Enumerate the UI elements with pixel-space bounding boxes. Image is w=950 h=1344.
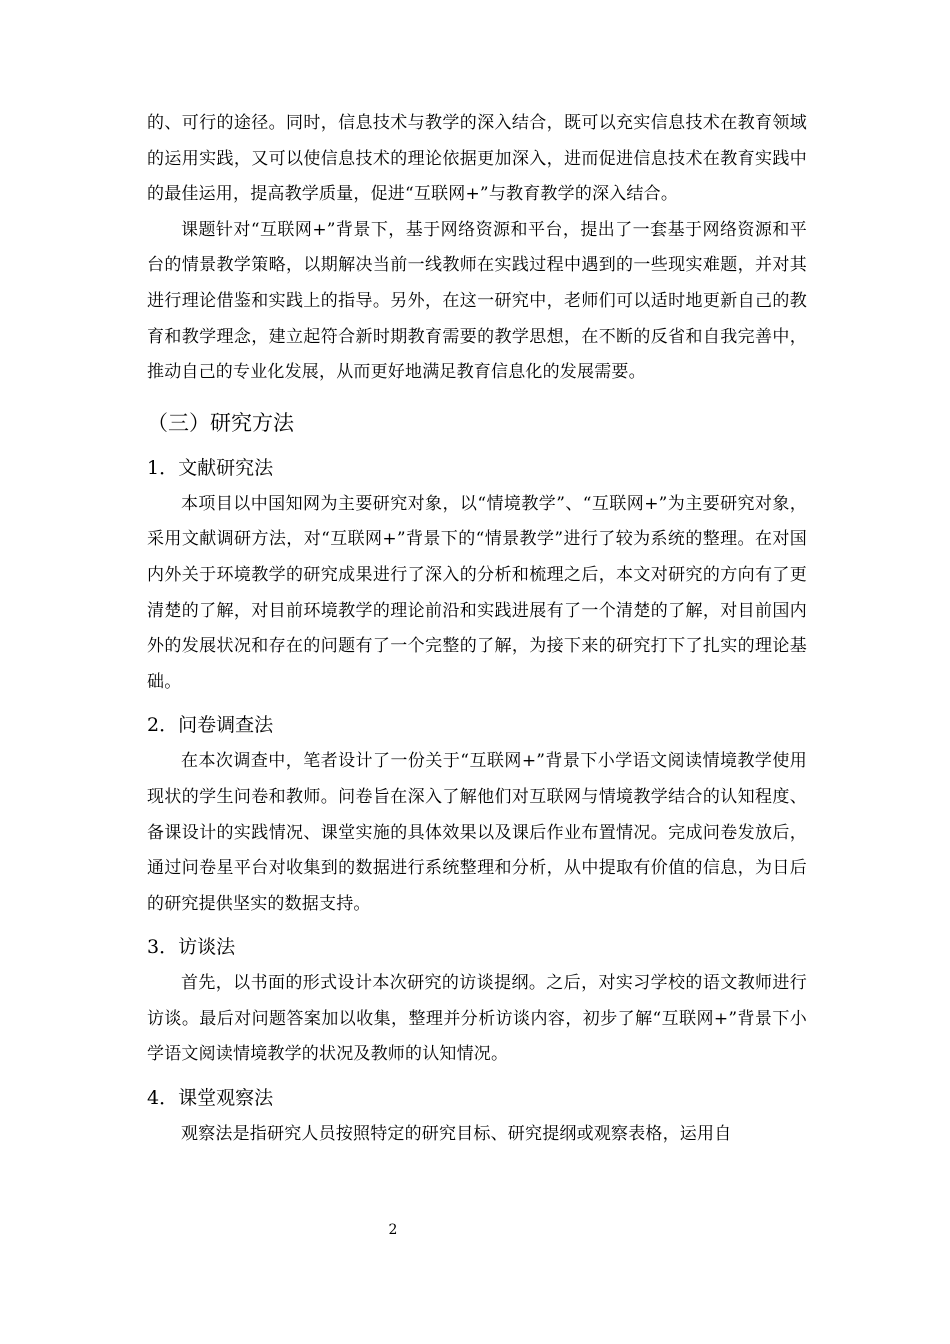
method-number: 2．	[147, 714, 179, 737]
paragraph-project-significance: 课题针对“互联网+”背景下，基于网络资源和平台，提出了一套基于网络资源和平台的情景教学策略，以期解决当前一线教师在实践过程中遇到的一些现实难题，并对其进行理论借鉴和实践上的指导。另外，在这一研究中，老师们可以适时地更新自己的教育和教学理念，建立起符合新时期教育需要的教学思想，在不断的反省和自我完善中，推动自己的专业化发展，从而更好地满足教育信息化的发展需要。	[147, 219, 807, 383]
method-title: 访谈法	[178, 936, 236, 959]
method-heading-interview	[147, 928, 807, 966]
method-number: 1．	[147, 456, 179, 479]
method-text-interview: 首先，以书面的形式设计本次研究的访谈提纲。之后，对实习学校的语文教师进行访谈。最后对问题答案加以收集，整理并分析访谈内容，初步了解“互联网+”背景下小学语文阅读情境教学的状况及教师的认知情况。	[147, 973, 807, 1065]
method-title: 课堂观察法	[178, 1087, 274, 1110]
method-text-observation: 观察法是指研究人员按照特定的研究目标、研究提纲或观察表格，运用自	[181, 1124, 732, 1145]
paragraph-continuation: 的、可行的途径。同时，信息技术与教学的深入结合，既可以充实信息技术在教育领域的运用实践，又可以使信息技术的理论依据更加深入，进而促进信息技术在教育实践中的最佳运用，提高教学质量，促进“互联网+”与教育教学的深入结合。	[147, 113, 807, 205]
document-page	[147, 106, 807, 1153]
method-text-questionnaire: 在本次调查中，笔者设计了一份关于“互联网+”背景下小学语文阅读情境教学使用现状的学生问卷和教师。问卷旨在深入了解他们对互联网与情境教学结合的认知程度、备课设计的实践情况、课堂实施的具体效果以及课后作业布置情况。完成问卷发放后，通过问卷星平台对收集到的数据进行系统整理和分析，从中提取有价值的信息，为日后的研究提供坚实的数据支持。	[147, 751, 807, 914]
method-title: 文献研究法	[178, 456, 274, 479]
method-heading-questionnaire	[147, 706, 807, 744]
method-heading-observation	[147, 1079, 807, 1117]
section-heading-research-methods: （三）研究方法	[147, 410, 294, 435]
page-number: 2	[388, 1222, 398, 1238]
method-title: 问卷调查法	[178, 714, 274, 737]
method-number: 3．	[147, 936, 179, 959]
method-text-literature: 本项目以中国知网为主要研究对象，以“情境教学”、“互联网+”为主要研究对象，采用文献调研方法，对“互联网+”背景下的“情景教学”进行了较为系统的整理。在对国内外关于环境教学的研究成果进行了深入的分析和梳理之后，本文对研究的方向有了更清楚的了解，对目前环境教学的理论前沿和实践进展有了一个清楚的了解，对目前国内外的发展状况和存在的问题有了一个完整的了解，为接下来的研究打下了扎实的理论基础。	[147, 493, 807, 692]
method-heading-literature	[147, 449, 807, 487]
method-number: 4．	[147, 1087, 179, 1110]
